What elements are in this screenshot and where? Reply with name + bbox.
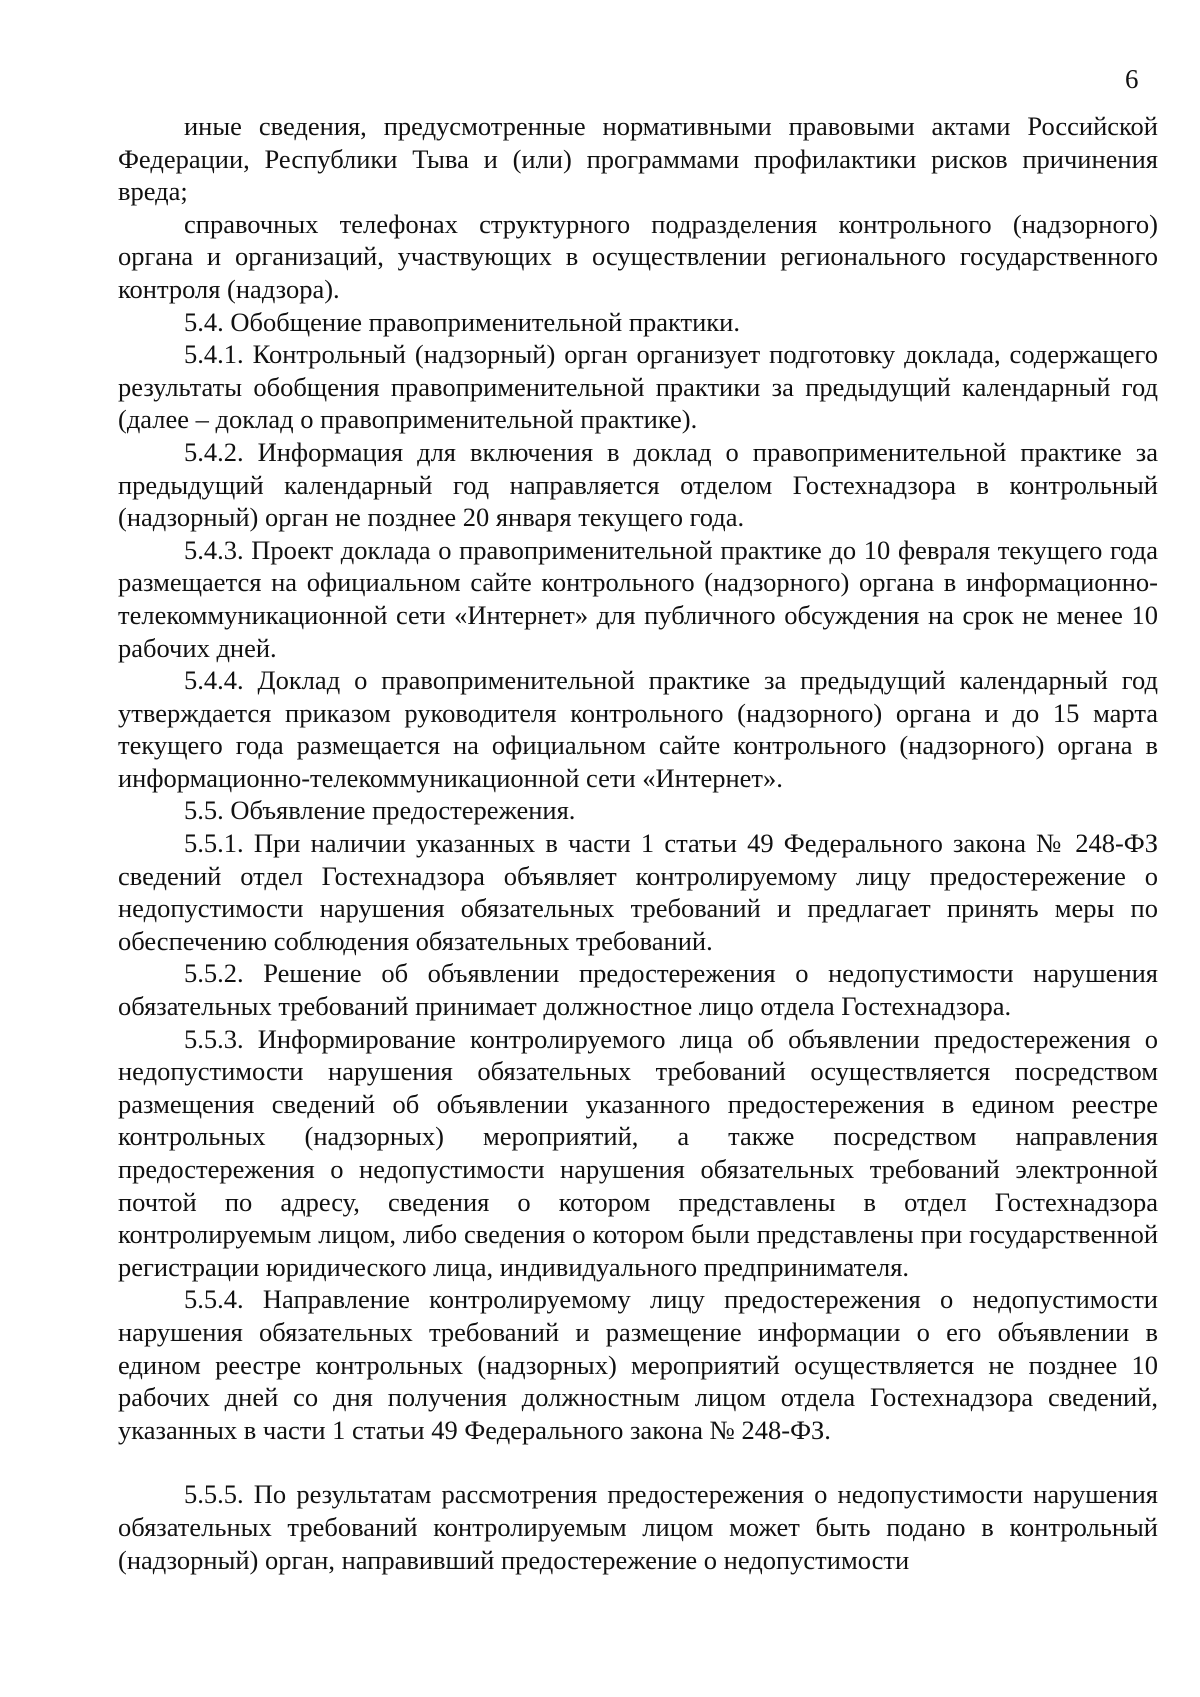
paragraph-5-4-1: 5.4.1. Контрольный (надзорный) орган организует подготовку доклада, содержащего результаты обобщения правоприменительной практики за предыдущий календарный год (далее – доклад о правоприменительной практике). <box>118 339 1158 435</box>
section-heading-5-5: 5.5. Объявление предостережения. <box>184 795 576 826</box>
paragraph-other-info: иные сведения, предусмотренные нормативными правовыми актами Российской Федерации, Республики Тыва и (или) программами профилактики рисков причинения вреда; <box>118 111 1158 207</box>
paragraph-5-5-1: 5.5.1. При наличии указанных в части 1 статьи 49 Федерального закона № 248-ФЗ сведений отдел Гостехнадзора объявляет контролируемому лицу предостережение о недопустимости нарушения обязательных требований и предлагает принять меры по обеспечению соблюдения обязательных требований. <box>118 828 1158 956</box>
paragraph-reference-phones: справочных телефонах структурного подразделения контрольного (надзорного) органа и организаций, участвующих в осуществлении регионального государственного контроля (надзора). <box>118 208 1158 304</box>
document-body <box>118 110 1158 1576</box>
paragraph-5-5-3: 5.5.3. Информирование контролируемого лица об объявлении предостережения о недопустимости нарушения обязательных требований осуществляется посредством размещения сведений об объявлении указанного предостережения в едином реестре контрольных (надзорных) мероприятий, а также посредством направления предостережения о недопустимости нарушения обязательных требований электронной почтой по адресу, сведения о котором представлены в отдел Гостехнадзора контролируемым лицом, либо сведения о котором были представлены при государственной регистрации юридического лица, индивидуального предпринимателя. <box>118 1023 1158 1282</box>
paragraph-5-5-4: 5.5.4. Направление контролируемому лицу предостережения о недопустимости нарушения обязательных требований и размещение информации о его объявлении в едином реестре контрольных (надзорных) мероприятий осуществляется не позднее 10 рабочих дней со дня получения должностным лицом отдела Гостехнадзора сведений, указанных в части 1 статьи 49 Федерального закона № 248-ФЗ. <box>118 1284 1158 1445</box>
section-heading-5-4: 5.4. Обобщение правоприменительной практики. <box>184 306 740 337</box>
paragraph-5-4-2: 5.4.2. Информация для включения в доклад о правоприменительной практике за предыдущий календарный год направляется отделом Гостехнадзора в контрольный (надзорный) орган не позднее 20 января текущего года. <box>118 436 1158 533</box>
paragraph-5-4-3: 5.4.3. Проект доклада о правоприменительной практике до 10 февраля текущего года размещается на официальном сайте контрольного (надзорного) органа в информационно-телекоммуникационной сети «Интернет» для публичного обсуждения на срок не менее 10 рабочих дней. <box>118 534 1158 663</box>
paragraph-5-5-5: 5.5.5. По результатам рассмотрения предостережения о недопустимости нарушения обязательных требований контролируемым лицом может быть подано в контрольный (надзорный) орган, направивший предостережение о недопустимости <box>118 1479 1158 1575</box>
paragraph-5-4-4: 5.4.4. Доклад о правоприменительной практике за предыдущий календарный год утверждается приказом руководителя контрольного (надзорного) органа и до 15 марта текущего года размещается на официальном сайте контрольного (надзорного) органа в информационно-телекоммуникационной сети «Интернет». <box>118 665 1158 793</box>
page-number: 6 <box>1125 64 1139 94</box>
paragraph-5-5-2: 5.5.2. Решение об объявлении предостережения о недопустимости нарушения обязательных требований принимает должностное лицо отдела Гостехнадзора. <box>118 958 1158 1022</box>
